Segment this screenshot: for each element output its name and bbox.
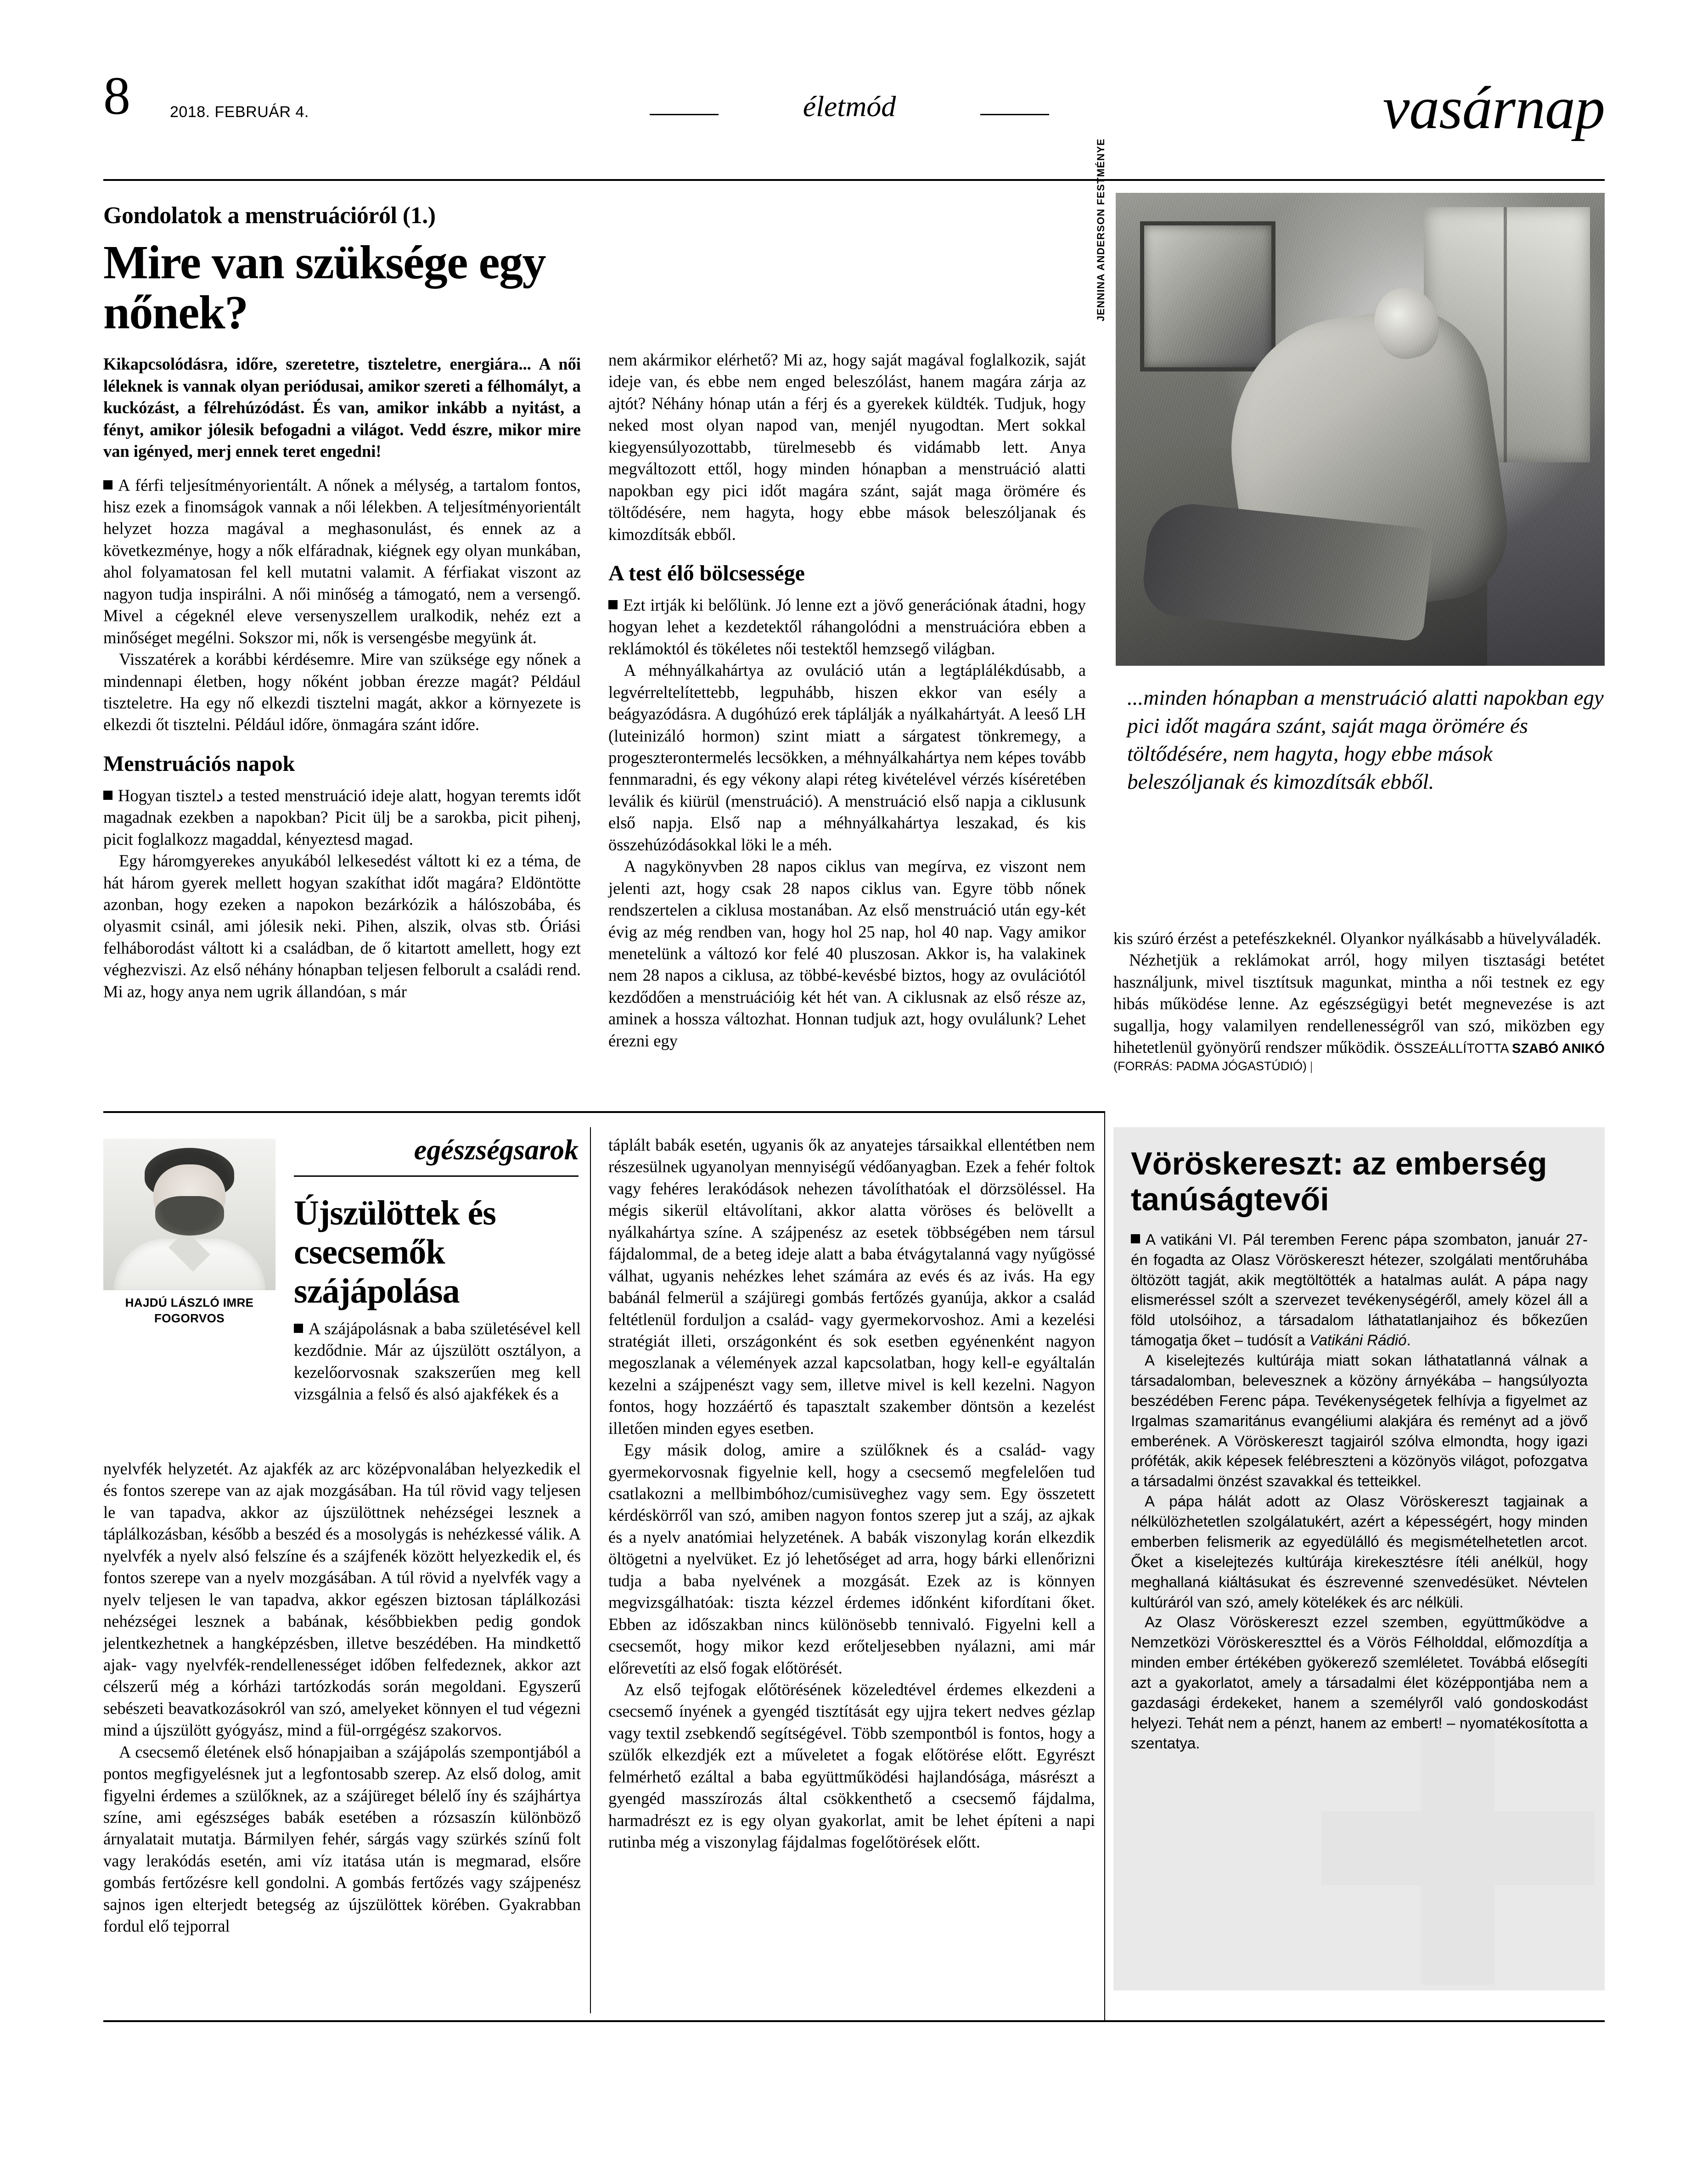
paragraph: Az Olasz Vöröskereszt ezzel szemben, együttműködve a Nemzetközi Vöröskereszttel és a Vörös Félholddal, előmozdítja a minden ember értékében gyökerező szemléletet. Továbbá elősegíti azt a gyakorlatot, amely a társadalmi élet középpontjába nem a gazdasági érdekeket, hanem a személyről való gondoskodást helyezi. Tehát nem a pénzt, hanem az embert! – nyomatékosította a szentatya. xyxy=(1131,1613,1588,1752)
health-column-2 xyxy=(608,1134,1095,1853)
byline: ÖSSZEÁLLÍTOTTA SZABÓ ANIKÓ xyxy=(1394,1041,1605,1056)
article-headline: Mire van szüksége egy nőnek? xyxy=(103,236,546,339)
redcross-headline: Vöröskereszt: az emberség tanúságtevői xyxy=(1131,1146,1547,1218)
pull-quote: ...minden hónapban a menstruáció alatti napokban egy pici időt magára szánt, saját maga örömére és töltődésére, nem hagyta, hogy ebbe mások beleszóljanak és kimozdítsák ebből. xyxy=(1127,686,1604,794)
image-credit: JENNINA ANDERSON FESTMÉNYE xyxy=(1095,138,1107,321)
section-label: életmód xyxy=(803,90,896,123)
bullet-square-icon xyxy=(608,600,618,609)
subheading: Menstruációs napok xyxy=(103,751,295,776)
page-number: 8 xyxy=(103,66,129,126)
painting-image xyxy=(1116,193,1605,666)
column-divider xyxy=(1104,1111,1105,2020)
paragraph: táplált babák esetén, ugyanis ők az anyatejes társaikkal ellentétben nem részesülnek ugyanolyan mennyiségű védőanyagban. Ezek a fehér foltok vagy fehéres lerakódások nehezen távolíthatóak el dörzsöléssel. Ha mégis sikerül eltávolítani, akkor alatta vöröses és belövellt a nyálkahártya színe. A szájpenész az esetek többségében nem társul fájdalommal, de a beteg ideje alatt a baba étvágytalanná vagy nyűgössé válhat, ugyanis nehézkes lehet számára az evés és az ivás. Ha egy babánál felmerül a szájüregi gombás fertőzés gyanúja, akkor a család feltétlenül forduljon a család- vagy gyermekorvoshoz. Ami a kezelési stratégiát illeti, országonként és sok esetben egyénenként nagyon megoszlanak a vélemények azzal kapcsolatban, hogy kell-e egyáltalán kezelni a szájpenészt vagy sem, illetve mivel is kell kezelni. Nagyon fontos, hogy hozzáértő és tapasztalt szakember döntsön a kezelést illetően minden egyes esetben. xyxy=(608,1135,1095,1438)
paragraph: A kiselejtezés kultúrája miatt sokan láthatatlanná válnak a társadalomban, belevesznek a közöny árnyékába – hangsúlyozta beszédében Ferenc pápa. Tevékenységetek felhívja a figyelmet az Irgalmas szamaritánus evangéliumi alakjára és reményt ad a jövő emberének. A Vöröskereszt tagjairól szólva elmondta, hogy igazi próféták, akik képesek felébreszteni a közönyös világot, pofozgatva a társadalmi önzést szavakkal és tetteikkel. xyxy=(1131,1352,1588,1490)
article-illustration xyxy=(1116,193,1605,666)
section-divider xyxy=(103,1111,1104,1113)
paragraph: kis szúró érzést a petefészkeknél. Olyankor nyálkásabb a hüvelyváladék. xyxy=(1113,929,1601,948)
paragraph: nem akármikor elérhető? Mi az, hogy saját magával foglalkozik, saját ideje van, és ebbe nem enged beleszólást, hanem magára zárja az ajtót? Néhány hónap után a férj és a gyerekek küldték. Tudjuk, hogy neked most olyan napod van, menjél nyugodtan. Mert sokkal kiegyensúlyozottabb, türelmesebb és vidámabb lett. Anya megváltozott ettől, hogy minden hónapban a menstruáció alatti napokban egy pici időt magára szánt, saját maga örömére és töltődésére, nem hagyta, hogy ebbe mások beleszóljanak és kimozdítsák ebből. xyxy=(608,350,1086,544)
main-article-column-1 xyxy=(103,202,581,1002)
source-note: (FORRÁS: PADMA JÓGASTÚDIÓ) | xyxy=(1113,1059,1313,1073)
paragraph: A férfi teljesítményorientált. A nőnek a mélység, a tartalom fontos, hisz ezek a finomságok vannak a női lélekben. A teljesítményorientált helyzet hozza magával a meghasonulást, és ennek az a következménye, hogy a nők elfáradnak, kiégnek egy olyan munkában, ahol folyamatosan fel kell mutatni valamit. A férfiakat viszont az nagyon tudja inspirálni. A női minőség a támogató, nem a versengő. Mivel a cégeknél eleve versenyszellem uralkodik, nehéz ezt a minőséget megélni. Sokszor mi, nők is versengésbe megyünk át. xyxy=(103,475,581,647)
bullet-square-icon xyxy=(103,480,112,489)
author-portrait xyxy=(103,1139,275,1326)
bullet-square-icon xyxy=(103,791,112,800)
health-column-1 xyxy=(103,1458,581,1937)
paper-grain-overlay xyxy=(1116,193,1605,666)
paragraph: Egy háromgyerekes anyukából lelkesedést váltott ki ez a téma, de hát három gyerek mellett hogyan szakíthat időt magára? Eldöntötte azonban, hogy ezeken a napokon bezárkózik a hálószobába, és olyasmit csinál, ami jólesik neki. Pihen, alszik, olvas stb. Óriási felháborodást váltott ki a családban, de ő kitartott amellett, hogy ezt véghezviszi. Az első néhány hónapban teljesen felborult a családi rend. Mi az, hogy anya nem ugrik állandóan, s már xyxy=(103,851,581,1001)
source-name: Vatikáni Rádió xyxy=(1309,1332,1407,1349)
paragraph: Nézhetjük a reklámokat arról, hogy milyen tisztasági betétet használjunk, mivel tisztítsuk magunkat, mintha a női testnek ez egy hibás működése lenne. Az egészségügyi betét megnevezése is azt sugallja, hogy valamilyen rendellenességről van szó, miközben egy hihetetlenül gyönyörű rendszer működik. ÖSSZEÁLLÍTOTTA SZABÓ ANIKÓ xyxy=(1113,950,1605,1057)
beard-detail xyxy=(155,1196,224,1236)
paragraph: Egy másik dolog, amire a szülőknek és a család- vagy gyermekorvosnak figyelnie kell, hogy a csecsemő megfelelően tud csatlakozni a mellbimbóhoz/cumisüveghez vagy sem. Egy összetett kérdéskörről van szó, amiben nagyon fontos szerep jut a száj, az ajkak és a nyelv anatómiai helyzetének. A babák viszonylag korán elkezdik öltögetni a nyelvüket. Ez jó lehetőséget ad arra, hogy bárki ellenőrizni tudja a baba nyelvének a mozgását. Ezek az is könnyen megvizsgálhatóak: tiszta kézzel érdemes időnként kifordítani őket. Ebben az időszakban nincs különösebb tennivaló. Figyelni kell a csecsemőt, hogy mikor kezd erőteljesebben nyálazni, ami már előrevetíti az első fogak előtörését. xyxy=(608,1440,1095,1677)
article-lead: Kikapcsolódásra, időre, szeretetre, tiszteletre, energiára... A női léleknek is vannak olyan periódusai, amikor szereti a félhomályt, a kuckózást, a félrehúzódást. És van, amikor inkább a nyitást, a fényt, amikor jólesik befogadni a világot. Vedd észre, mikor mire van igényed, merj ennek teret engedni! xyxy=(103,354,581,461)
masthead xyxy=(103,60,1605,179)
paragraph: nyelvfék helyzetét. Az ajakfék az arc középvonalában helyezkedik el és fontos szerepe van az ajak mozgásában. Ha túl rövid vagy teljesen le van tapadva, akkor az újszülöttnek nehézségei lesznek a táplálkozásban, később a beszéd és a mosolygás is nehézkessé válik. A nyelvfék a nyelv alsó felszíne és a szájfenék között helyezkedik el, és fontos szerepe van a nyelv mozgásában. A túl rövid a nyelvfék vagy a nyelv teljesen le van tapadva, akkor egészen biztosan táplálkozási nehézségei lesznek a babának, későbbiekben pedig gondok jelentkezhetnek a hangképzésben, illetve beszédében. Ha mindkettő ajak- vagy nyelvfék-rendellenességet időben felfedeznek, akkor azt célszerű még a kórházi tartózkodás során megoldani. Egyszerű sebészeti beavatkozásokról van szó, amelyeket könnyen el tud végezni mind a újszülött gyógyász, mind a fül-orrgégész szakorvos. xyxy=(103,1459,581,1740)
paragraph: A csecsemő életének első hónapjaiban a szájápolás szempontjából a pontos megfigyelésnek jut a legfontosabb szerep. Az első dolog, amit figyelni érdemes a szülőknek, az a szájüreget bélelő íny és szájhártya színe, ami egészséges babák esetében a rózsaszín különböző árnyalatait mutatja. Bármilyen fehér, sárgás vagy szürkés színű folt vagy lerakódás esetén, ami víz itatása után is megmarad, elsőre gombás fertőzésre kell gondolni. A gombás fertőzés vagy szájpenész sajnos igen elterjedt betegség az újszülöttek körében. Gyakrabban fordul elő tejporral xyxy=(103,1742,581,1936)
health-section-divider xyxy=(294,1175,579,1177)
paragraph: Ezt irtják ki belőlünk. Jó lenne ezt a jövő generációnak átadni, hogy hogyan lehet a kezdetektől ráhangolódni a menstruációra ebben a reklámoktól és tökéletes női testektől hemzsegő világban. xyxy=(608,595,1086,658)
health-column-1-top xyxy=(294,1318,581,1405)
paragraph: A szájápolásnak a baba születésével kell kezdődnie. Már az újszülött osztályon, a kezelőorvosnak szakszerűen meg kell vizsgálnia a felső és alsó ajakfékek és a xyxy=(294,1319,581,1404)
health-article-headline: Újszülöttek és csecsemők szájápolása xyxy=(294,1194,496,1311)
bullet-square-icon xyxy=(1131,1234,1140,1243)
paragraph: Visszatérek a korábbi kérdésemre. Mire van szüksége egy nőnek a mindennapi életben, hogy nőként jobban érezze magát? Például tiszteletre. Ha egy nő elkezdi tisztelni magát, akkor a környezete is elkezdi őt tisztelni. Például időre, önmagára szánt időre. xyxy=(103,650,581,734)
divider-left xyxy=(650,114,719,115)
paragraph: A vatikáni VI. Pál teremben Ferenc pápa szombaton, január 27-én fogadta az Olasz Vöröskereszt hétezer, szolgálati mentőruhába öltözött tagját, akik megtöltötték a hatalmas aulát. A pápa nagy elismeréssel szólt a szervezet tevékenységéről, amely közel áll a föld utolsóihoz, a társadalom láthatatlanjaihoz és bőkezűen támogatja őket – tudósít a Vatikáni Rádió. xyxy=(1131,1231,1588,1349)
divider-right xyxy=(980,114,1049,115)
subheading: A test élő bölcsessége xyxy=(608,561,805,585)
column-divider xyxy=(590,1127,591,2013)
issue-date: 2018. FEBRUÁR 4. xyxy=(170,103,309,121)
paragraph: A méhnyálkahártya az ovuláció után a legtáplálékdúsabb, a legvérreltelítettebb, legpuhább, hiszen ekkor van esély a beágyazódásra. A dugóhúzó erek táplálják a nyálkahártyát. A leeső LH (luteinizáló hormon) szint miatt a sárgatest tönkremegy, a progeszterontermelés lecsökken, a méhnyálkahártya nem képes tovább fennmaradni, és egy vékony alapi réteg kivételével vérzés kíséretében leválik és kiürül (menstruáció). A menstruáció első napja a ciklusunk első napja. Első nap a méhnyálkahártya leszakad, és kis összehúzódásokkal löki le a méh. xyxy=(608,661,1086,854)
portrait-image xyxy=(103,1139,275,1290)
paragraph: Az első tejfogak előtörésének közeledtével érdemes elkezdeni a csecsemő ínyének a gyengéd tisztítását egy ujjra tekert nedves gézlap vagy textil zsebkendő segítségével. Több szempontból is fontos, hogy a szülők elkezdjék ezt a műveletet a fogak előtörése előtt. Egyrészt felmérhető ezáltal a baba együttműködési hajlandósága, másrészt a gyengéd masszírozás által csökkenthető a csecsemő fájdalma, harmadrészt ez is egy olyan gyakorlat, amit be lehet építeni a napi rutinba még a viszonylag fájdalmas fogelőtörések előtt. xyxy=(608,1680,1095,1851)
paragraph: A nagykönyvben 28 napos ciklus van megírva, ez viszont nem jelenti azt, hogy csak 28 napos ciklus van. Egyre több nőnek rendszertelen a ciklusa mostanában. Az első menstruáció után egy-két évig az még rendben van, hogy hol 25 nap, hol 40 nap. Vagy amikor menetelünk a változó kor felé 40 pluszosan. Akkor is, ha valakinek nem 28 napos a ciklusa, az többé-kevésbé biztos, hogy az ovulációtól kezdődően a menstruációig két hét van. A ciklusnak az első része az, aminek a hossza változhat. Honnan tudjuk azt, hogy ovulálunk? Lehet érezni egy xyxy=(608,857,1086,1050)
masthead-divider xyxy=(103,179,1605,181)
redcross-sidebar xyxy=(1113,1127,1605,1990)
main-article-column-3 xyxy=(1113,927,1605,1073)
author-role: FOGORVOS xyxy=(154,1311,225,1326)
article-kicker: Gondolatok a menstruációról (1.) xyxy=(103,202,436,229)
paragraph: A pápa hálát adott az Olasz Vöröskereszt tagjainak a nélkülözhetetlen szolgálatukért, azért a képességért, hogy minden emberben felismerik az egyedülálló és megismételhetetlen arcot. Őket a kiselejtezés kultúrája kirekesztésre ítéli anélkül, hogy meghallaná kiáltásukat és észrevenné szenvedésüket. Névtelen kultúráról van szó, amely kötelékek és arc nélküli. xyxy=(1131,1493,1588,1611)
author-name: HAJDÚ LÁSZLÓ IMRE xyxy=(125,1296,254,1309)
paragraph: Hogyan tisztelد a tested menstruáció ideje alatt, hogyan teremts időt magadnak ezekben a napokban? Picit ülj be a sarokba, picit pihenj, picit foglalkozz magaddal, kényeztesd magad. xyxy=(103,786,581,848)
health-section-label: egészségsarok xyxy=(414,1135,579,1166)
footer-divider xyxy=(103,2020,1605,2022)
main-article-column-2 xyxy=(608,349,1086,1051)
redcross-content xyxy=(1131,1146,1588,1753)
brand-logo: vasárnap xyxy=(1382,74,1605,141)
bullet-square-icon xyxy=(294,1324,303,1333)
portrait-caption xyxy=(103,1295,275,1326)
